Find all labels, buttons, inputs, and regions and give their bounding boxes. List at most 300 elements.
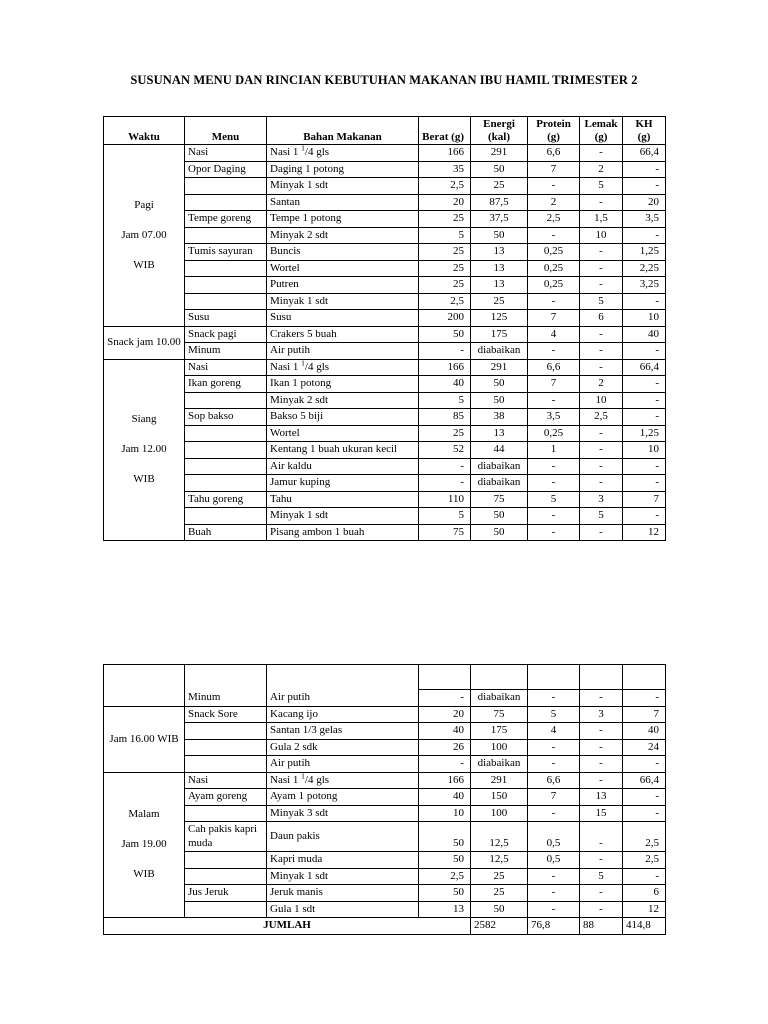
bahan-cell: Buncis — [267, 244, 419, 261]
menu-cell — [185, 723, 267, 740]
protein-cell: 0,5 — [528, 852, 580, 869]
energi-cell: 25 — [471, 293, 528, 310]
lemak-cell: - — [580, 260, 623, 277]
menu-cell — [185, 739, 267, 756]
table-row — [104, 359, 666, 376]
menu-cell: Nasi — [185, 359, 267, 376]
lemak-cell: - — [580, 822, 623, 852]
lemak-cell: - — [580, 901, 623, 918]
table-row — [104, 260, 666, 277]
energi-cell: 37,5 — [471, 211, 528, 228]
protein-cell: - — [528, 885, 580, 902]
protein-cell: 6,6 — [528, 145, 580, 162]
kh-cell: 24 — [623, 739, 666, 756]
kh-cell: 2,5 — [623, 822, 666, 852]
blank-cell — [419, 665, 471, 690]
time-cell-malam — [104, 772, 185, 918]
protein-cell: 7 — [528, 789, 580, 806]
energi-cell: 75 — [471, 706, 528, 723]
menu-cell: Cah pakis kapri muda — [185, 822, 267, 852]
berat-cell: 85 — [419, 409, 471, 426]
berat-cell: 166 — [419, 359, 471, 376]
energi-cell: 175 — [471, 723, 528, 740]
bahan-cell: Air putih — [267, 756, 419, 773]
bahan-cell: Daging 1 potong — [267, 161, 419, 178]
bahan-cell: Daun pakis — [267, 822, 419, 852]
kh-cell: 2,5 — [623, 852, 666, 869]
energi-cell: 291 — [471, 145, 528, 162]
menu-cell — [185, 756, 267, 773]
kh-cell: 40 — [623, 723, 666, 740]
lemak-cell: - — [580, 885, 623, 902]
lemak-cell: 2 — [580, 376, 623, 393]
protein-cell: - — [528, 343, 580, 360]
menu-cell — [185, 392, 267, 409]
kh-cell: 3,5 — [623, 211, 666, 228]
berat-cell: 166 — [419, 772, 471, 789]
kh-cell: 10 — [623, 442, 666, 459]
kh-cell: - — [623, 690, 666, 707]
bahan-cell: Tahu — [267, 491, 419, 508]
lemak-cell: - — [580, 772, 623, 789]
protein-cell: - — [528, 524, 580, 541]
protein-cell: 1 — [528, 442, 580, 459]
berat-cell: 50 — [419, 852, 471, 869]
berat-cell: 166 — [419, 145, 471, 162]
protein-cell: 2,5 — [528, 211, 580, 228]
protein-cell: - — [528, 739, 580, 756]
time-label: WIB — [133, 473, 155, 486]
time-cell-siang — [104, 359, 185, 541]
protein-cell: - — [528, 475, 580, 492]
header-waktu: Waktu — [104, 117, 185, 145]
energi-cell: 50 — [471, 392, 528, 409]
time-label: Siang — [131, 413, 157, 426]
menu-table-page-1 — [103, 116, 666, 541]
protein-cell: - — [528, 508, 580, 525]
berat-cell: 25 — [419, 260, 471, 277]
table-row — [104, 852, 666, 869]
kh-cell: - — [623, 458, 666, 475]
menu-cell: Buah — [185, 524, 267, 541]
blank-cell — [623, 665, 666, 690]
lemak-cell: - — [580, 343, 623, 360]
bahan-cell: Minyak 1 sdt — [267, 293, 419, 310]
bahan-cell: Minyak 3 sdt — [267, 805, 419, 822]
menu-cell — [185, 868, 267, 885]
berat-cell: - — [419, 756, 471, 773]
bahan-cell: Gula 1 sdt — [267, 901, 419, 918]
menu-cell: Nasi — [185, 772, 267, 789]
protein-cell: - — [528, 756, 580, 773]
table-row — [104, 425, 666, 442]
energi-cell: diabaikan — [471, 458, 528, 475]
lemak-cell: - — [580, 442, 623, 459]
protein-cell: 5 — [528, 491, 580, 508]
table-row — [104, 392, 666, 409]
table-row — [104, 310, 666, 327]
table-row — [104, 475, 666, 492]
lemak-cell: 5 — [580, 293, 623, 310]
protein-cell: 6,6 — [528, 772, 580, 789]
bahan-cell: Minyak 1 sdt — [267, 508, 419, 525]
blank-cell — [471, 665, 528, 690]
menu-cell — [185, 508, 267, 525]
berat-cell: - — [419, 475, 471, 492]
total-label: JUMLAH — [104, 918, 471, 935]
energi-cell: 175 — [471, 326, 528, 343]
table-row — [104, 458, 666, 475]
header-lemak: Lemak (g) — [580, 117, 623, 145]
berat-cell: 5 — [419, 392, 471, 409]
bahan-cell: Wortel — [267, 425, 419, 442]
table-row — [104, 723, 666, 740]
lemak-cell: 2,5 — [580, 409, 623, 426]
bahan-cell: Minyak 1 sdt — [267, 178, 419, 195]
bahan-cell: Gula 2 sdk — [267, 739, 419, 756]
header-energi: Energi (kal) — [471, 117, 528, 145]
fraction-denominator: 4 — [307, 773, 314, 786]
menu-cell: Ikan goreng — [185, 376, 267, 393]
header-bahan-makanan: Bahan Makanan — [267, 117, 419, 145]
lemak-cell: - — [580, 326, 623, 343]
bahan-cell: Air kaldu — [267, 458, 419, 475]
menu-cell — [185, 227, 267, 244]
energi-cell: 44 — [471, 442, 528, 459]
menu-cell — [185, 458, 267, 475]
kh-cell: - — [623, 293, 666, 310]
bahan-cell: Kentang 1 buah ukuran kecil — [267, 442, 419, 459]
menu-cell: Ayam goreng — [185, 789, 267, 806]
energi-cell: 100 — [471, 805, 528, 822]
menu-cell — [185, 442, 267, 459]
bahan-cell: Ayam 1 potong — [267, 789, 419, 806]
time-label: WIB — [133, 868, 155, 881]
kh-cell: 40 — [623, 326, 666, 343]
table-row — [104, 885, 666, 902]
energi-cell: 13 — [471, 425, 528, 442]
menu-cell — [185, 293, 267, 310]
protein-cell: - — [528, 293, 580, 310]
protein-cell: 4 — [528, 326, 580, 343]
lemak-cell: 3 — [580, 491, 623, 508]
protein-cell: 2 — [528, 194, 580, 211]
kh-cell: 7 — [623, 706, 666, 723]
table-row — [104, 442, 666, 459]
menu-cell — [185, 425, 267, 442]
kh-cell: - — [623, 178, 666, 195]
kh-cell: 66,4 — [623, 145, 666, 162]
kh-cell: - — [623, 409, 666, 426]
kh-total: 414,8 — [623, 918, 666, 935]
blank-cell — [580, 665, 623, 690]
blank-row — [104, 665, 666, 690]
lemak-cell: 5 — [580, 178, 623, 195]
energi-cell: 25 — [471, 178, 528, 195]
table-row — [104, 244, 666, 261]
lemak-cell: 6 — [580, 310, 623, 327]
fraction-denominator: 4 — [307, 146, 314, 159]
kh-cell: - — [623, 392, 666, 409]
lemak-cell: - — [580, 359, 623, 376]
menu-cell — [185, 805, 267, 822]
table-row — [104, 343, 666, 360]
protein-cell: 4 — [528, 723, 580, 740]
berat-cell: - — [419, 343, 471, 360]
table-row — [104, 822, 666, 852]
kh-cell: 66,4 — [623, 772, 666, 789]
blank-cell — [267, 665, 419, 690]
bahan-cell: Susu — [267, 310, 419, 327]
bahan-cell: Nasi 1 $^1$/4 gls — [267, 772, 419, 789]
energi-cell: 50 — [471, 901, 528, 918]
berat-cell: 50 — [419, 885, 471, 902]
energi-cell: 125 — [471, 310, 528, 327]
table-row — [104, 756, 666, 773]
energi-cell: 50 — [471, 227, 528, 244]
energi-cell: 50 — [471, 524, 528, 541]
berat-cell: 25 — [419, 277, 471, 294]
table-row — [104, 739, 666, 756]
protein-cell: 0,25 — [528, 244, 580, 261]
menu-cell: Opor Daging — [185, 161, 267, 178]
kh-cell: 1,25 — [623, 244, 666, 261]
kh-cell: 7 — [623, 491, 666, 508]
kh-cell: - — [623, 756, 666, 773]
protein-cell: 3,5 — [528, 409, 580, 426]
bahan-cell: Kacang ijo — [267, 706, 419, 723]
table-row — [104, 194, 666, 211]
protein-cell: 5 — [528, 706, 580, 723]
menu-cell — [185, 260, 267, 277]
menu-cell — [185, 901, 267, 918]
bahan-cell: Nasi 1 $^1$/4 gls — [267, 145, 419, 162]
table-row — [104, 178, 666, 195]
energi-cell: 12,5 — [471, 822, 528, 852]
table-row — [104, 789, 666, 806]
energi-cell: 87,5 — [471, 194, 528, 211]
menu-cell: Nasi — [185, 145, 267, 162]
berat-cell: 50 — [419, 822, 471, 852]
kh-cell: - — [623, 868, 666, 885]
berat-cell: 25 — [419, 211, 471, 228]
protein-cell: 0,25 — [528, 260, 580, 277]
bahan-cell: Air putih — [267, 343, 419, 360]
time-label: Jam 19.00 — [121, 838, 167, 851]
bahan-cell: Crakers 5 buah — [267, 326, 419, 343]
menu-cell: Tahu goreng — [185, 491, 267, 508]
bahan-cell: Minyak 1 sdt — [267, 868, 419, 885]
menu-cell: Minum — [185, 690, 267, 707]
bahan-cell: Bakso 5 biji — [267, 409, 419, 426]
protein-cell: 6,6 — [528, 359, 580, 376]
lemak-cell: - — [580, 458, 623, 475]
lemak-cell: 10 — [580, 392, 623, 409]
berat-cell: 25 — [419, 244, 471, 261]
bahan-cell: Putren — [267, 277, 419, 294]
berat-cell: 20 — [419, 706, 471, 723]
lemak-cell: - — [580, 690, 623, 707]
table-header-row — [104, 117, 666, 145]
bahan-cell: Air putih — [267, 690, 419, 707]
table-row — [104, 491, 666, 508]
table-row — [104, 277, 666, 294]
bahan-cell: Ikan 1 potong — [267, 376, 419, 393]
menu-cell — [185, 475, 267, 492]
kh-cell: - — [623, 343, 666, 360]
table-row — [104, 227, 666, 244]
table-row — [104, 868, 666, 885]
energi-cell: 25 — [471, 885, 528, 902]
lemak-cell: 2 — [580, 161, 623, 178]
kh-cell: - — [623, 805, 666, 822]
energi-cell: 13 — [471, 260, 528, 277]
time-label: Jam 12.00 — [121, 443, 167, 456]
lemak-cell: - — [580, 145, 623, 162]
time-cell-pagi — [104, 145, 185, 327]
menu-cell — [185, 277, 267, 294]
lemak-cell: 3 — [580, 706, 623, 723]
energi-cell: 50 — [471, 161, 528, 178]
berat-cell: 2,5 — [419, 293, 471, 310]
bahan-cell: Nasi 1 $^1$/4 gls — [267, 359, 419, 376]
table-row — [104, 161, 666, 178]
energi-cell: diabaikan — [471, 756, 528, 773]
energi-cell: 150 — [471, 789, 528, 806]
bahan-cell: Jeruk manis — [267, 885, 419, 902]
energi-cell: 50 — [471, 376, 528, 393]
protein-cell: - — [528, 901, 580, 918]
lemak-cell: 1,5 — [580, 211, 623, 228]
table-row — [104, 409, 666, 426]
blank-cell — [185, 665, 267, 690]
energi-cell: 75 — [471, 491, 528, 508]
lemak-cell: - — [580, 852, 623, 869]
berat-cell: 26 — [419, 739, 471, 756]
energi-cell: 100 — [471, 739, 528, 756]
berat-cell: 13 — [419, 901, 471, 918]
berat-cell: 20 — [419, 194, 471, 211]
table-row — [104, 508, 666, 525]
bahan-cell: Minyak 2 sdt — [267, 227, 419, 244]
kh-cell: 12 — [623, 524, 666, 541]
bahan-cell: Santan — [267, 194, 419, 211]
menu-cell: Snack Sore — [185, 706, 267, 723]
berat-cell: 2,5 — [419, 178, 471, 195]
energi-cell: 12,5 — [471, 852, 528, 869]
bahan-cell: Pisang ambon 1 buah — [267, 524, 419, 541]
kh-cell: 1,25 — [623, 425, 666, 442]
berat-cell: 35 — [419, 161, 471, 178]
menu-cell — [185, 194, 267, 211]
header-menu: Menu — [185, 117, 267, 145]
header-berat: Berat (g) — [419, 117, 471, 145]
protein-total: 76,8 — [528, 918, 580, 935]
kh-cell: 20 — [623, 194, 666, 211]
berat-cell: 110 — [419, 491, 471, 508]
table-row — [104, 211, 666, 228]
energi-cell: 38 — [471, 409, 528, 426]
energi-cell: diabaikan — [471, 690, 528, 707]
berat-cell: 10 — [419, 805, 471, 822]
menu-cell: Susu — [185, 310, 267, 327]
kh-cell: 10 — [623, 310, 666, 327]
bahan-cell: Kapri muda — [267, 852, 419, 869]
energi-cell: 13 — [471, 244, 528, 261]
bahan-cell: Wortel — [267, 260, 419, 277]
document-title: SUSUNAN MENU DAN RINCIAN KEBUTUHAN MAKANAN IBU HAMIL TRIMESTER 2 — [130, 73, 638, 87]
energi-cell: 291 — [471, 772, 528, 789]
energi-cell: diabaikan — [471, 343, 528, 360]
table-row — [104, 376, 666, 393]
kh-cell: - — [623, 161, 666, 178]
menu-cell: Tumis sayuran — [185, 244, 267, 261]
protein-cell: - — [528, 690, 580, 707]
kh-cell: 6 — [623, 885, 666, 902]
table-row — [104, 145, 666, 162]
table-row — [104, 690, 666, 707]
table-row — [104, 772, 666, 789]
kh-cell: 12 — [623, 901, 666, 918]
berat-cell: - — [419, 458, 471, 475]
time-label: WIB — [133, 258, 155, 271]
protein-cell: 7 — [528, 161, 580, 178]
protein-cell: - — [528, 805, 580, 822]
kh-cell: 3,25 — [623, 277, 666, 294]
lemak-cell: - — [580, 194, 623, 211]
berat-cell: 40 — [419, 376, 471, 393]
berat-cell: 5 — [419, 227, 471, 244]
protein-cell: 0,25 — [528, 277, 580, 294]
menu-cell — [185, 852, 267, 869]
lemak-cell: - — [580, 244, 623, 261]
energi-cell: 13 — [471, 277, 528, 294]
table-row — [104, 805, 666, 822]
total-row — [104, 918, 666, 935]
energi-total: 2582 — [471, 918, 528, 935]
protein-cell: 7 — [528, 376, 580, 393]
protein-cell: 0,25 — [528, 425, 580, 442]
berat-cell: 40 — [419, 723, 471, 740]
menu-cell: Tempe goreng — [185, 211, 267, 228]
kh-cell: - — [623, 475, 666, 492]
protein-cell: - — [528, 392, 580, 409]
time-label: Pagi — [134, 198, 154, 211]
lemak-cell: 15 — [580, 805, 623, 822]
kh-cell: - — [623, 789, 666, 806]
kh-cell: - — [623, 376, 666, 393]
menu-cell: Sop bakso — [185, 409, 267, 426]
protein-cell: - — [528, 178, 580, 195]
lemak-cell: - — [580, 756, 623, 773]
berat-cell: 52 — [419, 442, 471, 459]
lemak-cell: - — [580, 277, 623, 294]
table-row — [104, 524, 666, 541]
header-protein: Protein (g) — [528, 117, 580, 145]
berat-cell: 2,5 — [419, 868, 471, 885]
table-row — [104, 326, 666, 343]
bahan-cell: Santan 1/3 gelas — [267, 723, 419, 740]
blank-cell — [104, 665, 185, 690]
lemak-cell: - — [580, 524, 623, 541]
fraction-numerator: 1 — [301, 144, 305, 153]
blank-cell — [528, 665, 580, 690]
protein-cell: - — [528, 458, 580, 475]
lemak-cell: - — [580, 723, 623, 740]
table-row — [104, 293, 666, 310]
berat-cell: 75 — [419, 524, 471, 541]
menu-cell — [185, 178, 267, 195]
